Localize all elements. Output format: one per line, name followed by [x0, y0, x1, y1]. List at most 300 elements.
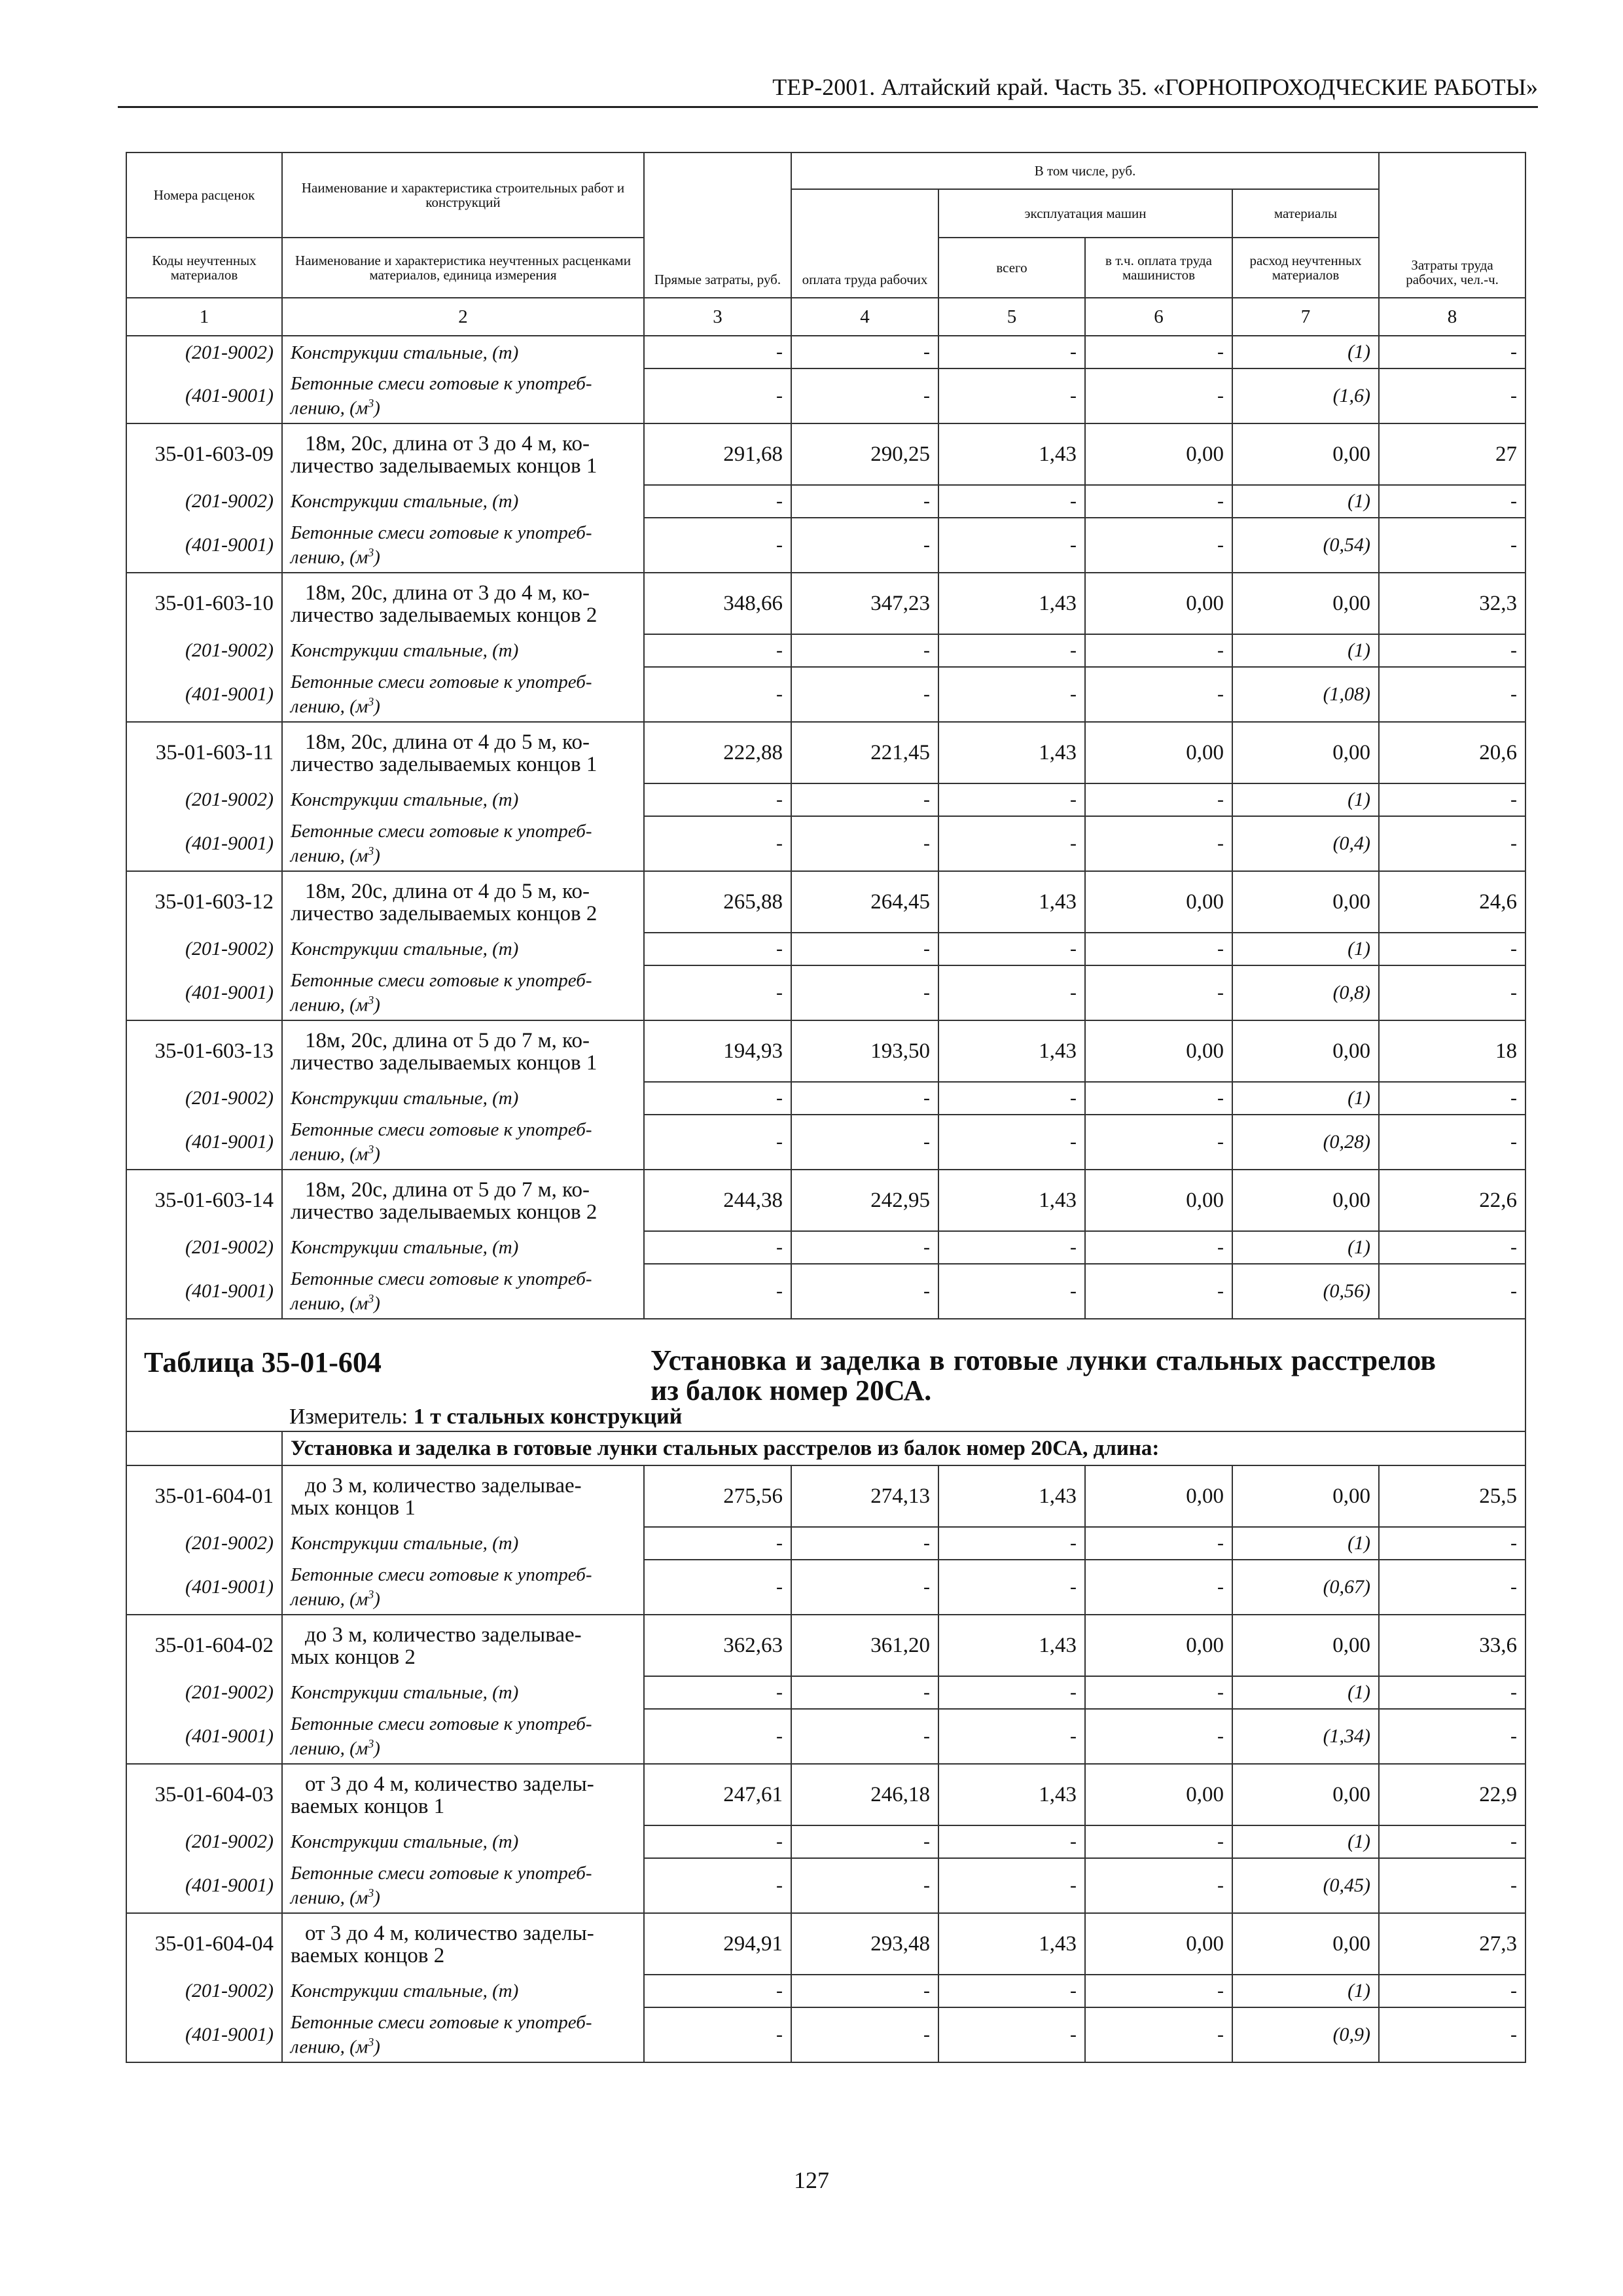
dash-cell: -: [791, 518, 938, 573]
labor-hours: 18: [1379, 1020, 1525, 1082]
dash-cell: -: [1085, 1709, 1232, 1764]
machinist-labor: 0,00: [1085, 423, 1232, 485]
rate-code: 35-01-604-04: [126, 1913, 282, 1975]
rate-description: [282, 1020, 644, 1082]
materials-cost: 0,00: [1232, 1020, 1379, 1082]
machinist-labor: 0,00: [1085, 1465, 1232, 1527]
dash-cell: -: [938, 368, 1085, 423]
dash-cell: -: [1085, 783, 1232, 816]
dash-cell: -: [938, 1231, 1085, 1264]
dash-cell: -: [1379, 1082, 1525, 1115]
material-code: (401-9001): [126, 368, 282, 423]
rate-desc-line1: до 3 м, количество заделывае-: [305, 1623, 582, 1647]
header-col2-top: Наименование и характеристика строительных работ и конструкций: [282, 152, 644, 238]
rate-description: [282, 722, 644, 783]
dash-cell: -: [1379, 783, 1525, 816]
table-title-cell: [126, 1319, 1525, 1431]
rate-code: 35-01-603-12: [126, 871, 282, 933]
rate-desc-line2: личество заделываемых концов 2: [291, 901, 597, 925]
dash-cell: -: [1379, 1975, 1525, 2007]
table-title-row: [126, 1319, 1525, 1431]
material-row: [126, 1858, 1525, 1913]
header-col2-bottom: Наименование и характеристика неучтенных расценками материалов, единица измерения: [282, 238, 644, 298]
material-name-line1: Бетонные смеси готовые к употреб-: [291, 1713, 592, 1734]
material-name: [282, 1560, 644, 1615]
material-code: (401-9001): [126, 1858, 282, 1913]
dash-cell: -: [1085, 1264, 1232, 1319]
dash-cell: -: [1085, 667, 1232, 722]
page-header: [118, 65, 1538, 108]
dash-cell: -: [938, 1264, 1085, 1319]
labor-cost: 264,45: [791, 871, 938, 933]
dash-cell: -: [1085, 1231, 1232, 1264]
dash-cell: -: [644, 783, 791, 816]
material-name-line1: Бетонные смеси готовые к употреб-: [291, 1564, 592, 1585]
material-name-line1: Бетонные смеси готовые к употреб-: [291, 969, 592, 991]
dash-cell: -: [791, 485, 938, 518]
machine-cost: 1,43: [938, 1913, 1085, 1975]
rate-desc-line1: 18м, 20с, длина от 5 до 7 м, ко-: [305, 1177, 590, 1202]
dash-cell: -: [1085, 1975, 1232, 2007]
rate-row: [126, 1465, 1525, 1527]
dash-cell: -: [791, 2007, 938, 2062]
dash-cell: -: [791, 1825, 938, 1858]
rate-row: [126, 722, 1525, 783]
machine-cost: 1,43: [938, 722, 1085, 783]
rate-row: [126, 1913, 1525, 1975]
machinist-labor: 0,00: [1085, 573, 1232, 634]
labor-cost: 290,25: [791, 423, 938, 485]
dash-cell: -: [1379, 336, 1525, 368]
dash-cell: -: [644, 1231, 791, 1264]
material-code: (401-9001): [126, 1115, 282, 1170]
unit-superscript: 3: [368, 1291, 374, 1305]
dash-cell: -: [1379, 518, 1525, 573]
dash-cell: -: [938, 1676, 1085, 1709]
material-code: (401-9001): [126, 1560, 282, 1615]
material-code: (201-9002): [126, 1527, 282, 1560]
header-col1-top: Номера расценок: [126, 152, 282, 238]
material-row: [126, 816, 1525, 871]
dash-cell: -: [1085, 485, 1232, 518]
material-qty: (1): [1232, 783, 1379, 816]
labor-hours: 24,6: [1379, 871, 1525, 933]
labor-cost: 242,95: [791, 1170, 938, 1231]
direct-cost: 222,88: [644, 722, 791, 783]
dash-cell: -: [791, 368, 938, 423]
rate-desc-line2: ваемых концов 1: [291, 1794, 445, 1818]
rate-code: 35-01-604-01: [126, 1465, 282, 1527]
material-qty: (1): [1232, 1231, 1379, 1264]
rate-code: 35-01-603-13: [126, 1020, 282, 1082]
material-row: [126, 1709, 1525, 1764]
header-including: В том числе, руб.: [791, 152, 1379, 189]
material-row: [126, 2007, 1525, 2062]
material-qty: (0,28): [1232, 1115, 1379, 1170]
rate-code: 35-01-603-09: [126, 423, 282, 485]
unit-superscript: 3: [368, 2035, 374, 2049]
rate-description: [282, 423, 644, 485]
table-body: [126, 152, 1525, 2062]
material-row: [126, 336, 1525, 368]
dash-cell: -: [791, 1858, 938, 1913]
unit-superscript: 3: [368, 396, 374, 410]
direct-cost: 275,56: [644, 1465, 791, 1527]
material-name-line2: лению, (м: [291, 1588, 368, 1610]
dash-cell: -: [644, 1709, 791, 1764]
dash-cell: -: [644, 485, 791, 518]
machinist-labor: 0,00: [1085, 1615, 1232, 1676]
material-row: [126, 368, 1525, 423]
direct-cost: 362,63: [644, 1615, 791, 1676]
materials-cost: 0,00: [1232, 573, 1379, 634]
machinist-labor: 0,00: [1085, 1020, 1232, 1082]
material-qty: (0,56): [1232, 1264, 1379, 1319]
material-qty: (1,08): [1232, 667, 1379, 722]
materials-cost: 0,00: [1232, 423, 1379, 485]
material-name-end: ): [374, 994, 380, 1016]
material-name-line1: Бетонные смеси готовые к употреб-: [291, 820, 592, 842]
header-col8: Затраты труда рабочих, чел.-ч.: [1379, 152, 1525, 298]
rate-code: 35-01-604-03: [126, 1764, 282, 1825]
dash-cell: -: [644, 1527, 791, 1560]
dash-cell: -: [1379, 1858, 1525, 1913]
dash-cell: -: [1085, 1115, 1232, 1170]
column-number: 8: [1379, 298, 1525, 336]
dash-cell: -: [1379, 1115, 1525, 1170]
material-name-end: ): [374, 2036, 380, 2058]
material-qty: (1): [1232, 336, 1379, 368]
material-name-line1: Бетонные смеси готовые к употреб-: [291, 671, 592, 692]
material-name-line2: лению, (м: [291, 1143, 368, 1165]
labor-hours: 27,3: [1379, 1913, 1525, 1975]
material-name-end: ): [374, 1738, 380, 1759]
material-qty: (1): [1232, 933, 1379, 965]
labor-cost: 221,45: [791, 722, 938, 783]
rate-row: [126, 1170, 1525, 1231]
rate-desc-line2: личество заделываемых концов 1: [291, 454, 597, 478]
material-code: (401-9001): [126, 667, 282, 722]
material-name-line1: Бетонные смеси готовые к употреб-: [291, 1862, 592, 1884]
dash-cell: -: [644, 933, 791, 965]
subtitle-empty: [126, 1431, 282, 1465]
dash-cell: -: [644, 368, 791, 423]
material-qty: (1): [1232, 634, 1379, 667]
material-code: (201-9002): [126, 783, 282, 816]
rate-desc-line1: 18м, 20с, длина от 5 до 7 м, ко-: [305, 1028, 590, 1052]
material-name: Конструкции стальные, (т): [282, 1082, 644, 1115]
dash-cell: -: [938, 783, 1085, 816]
rate-code: 35-01-603-14: [126, 1170, 282, 1231]
material-code: (401-9001): [126, 2007, 282, 2062]
rate-desc-line2: личество заделываемых концов 2: [291, 603, 597, 627]
material-row: [126, 634, 1525, 667]
material-name: Конструкции стальные, (т): [282, 1231, 644, 1264]
material-row: [126, 1825, 1525, 1858]
material-code: (201-9002): [126, 933, 282, 965]
material-name-line2: лению, (м: [291, 994, 368, 1016]
material-name-line1: Бетонные смеси готовые к употреб-: [291, 1119, 592, 1140]
dash-cell: -: [644, 1975, 791, 2007]
unit-superscript: 3: [368, 545, 374, 559]
machine-cost: 1,43: [938, 1170, 1085, 1231]
dash-cell: -: [1085, 634, 1232, 667]
dash-cell: -: [791, 1231, 938, 1264]
dash-cell: -: [1085, 965, 1232, 1020]
dash-cell: -: [644, 1115, 791, 1170]
material-qty: (1): [1232, 485, 1379, 518]
material-row: [126, 1264, 1525, 1319]
dash-cell: -: [1379, 667, 1525, 722]
machinist-labor: 0,00: [1085, 871, 1232, 933]
dash-cell: -: [644, 1560, 791, 1615]
material-row: [126, 783, 1525, 816]
rate-desc-line1: 18м, 20с, длина от 4 до 5 м, ко-: [305, 879, 590, 903]
material-code: (201-9002): [126, 485, 282, 518]
dash-cell: -: [791, 1975, 938, 2007]
column-number: 3: [644, 298, 791, 336]
rate-code: 35-01-603-11: [126, 722, 282, 783]
material-name: Конструкции стальные, (т): [282, 634, 644, 667]
dash-cell: -: [791, 1115, 938, 1170]
material-name: [282, 368, 644, 423]
header-col4: оплата труда рабочих: [791, 189, 938, 298]
rate-row: [126, 423, 1525, 485]
dash-cell: -: [644, 336, 791, 368]
machine-cost: 1,43: [938, 871, 1085, 933]
unit-superscript: 3: [368, 1736, 374, 1750]
dash-cell: -: [791, 933, 938, 965]
dash-cell: -: [1379, 1709, 1525, 1764]
material-row: [126, 667, 1525, 722]
dash-cell: -: [644, 1858, 791, 1913]
unit-superscript: 3: [368, 1587, 374, 1601]
material-name: [282, 2007, 644, 2062]
rates-table: [126, 152, 1526, 2063]
material-code: (401-9001): [126, 965, 282, 1020]
dash-cell: -: [938, 1975, 1085, 2007]
rate-desc-line2: мых концов 1: [291, 1496, 416, 1520]
dash-cell: -: [938, 1709, 1085, 1764]
rate-desc-line2: ваемых концов 2: [291, 1943, 445, 1967]
unit-superscript: 3: [368, 993, 374, 1007]
material-name-end: ): [374, 696, 380, 717]
material-name-line2: лению, (м: [291, 2036, 368, 2058]
material-name-line2: лению, (м: [291, 547, 368, 568]
dash-cell: -: [938, 1560, 1085, 1615]
dash-cell: -: [644, 667, 791, 722]
header-row-1: [126, 152, 1525, 189]
dash-cell: -: [644, 1264, 791, 1319]
material-qty: (0,9): [1232, 2007, 1379, 2062]
unit-superscript: 3: [368, 1142, 374, 1156]
rate-desc-line2: личество заделываемых концов 2: [291, 1200, 597, 1224]
dash-cell: -: [1379, 634, 1525, 667]
rate-description: [282, 573, 644, 634]
material-name: Конструкции стальные, (т): [282, 933, 644, 965]
direct-cost: 194,93: [644, 1020, 791, 1082]
material-name-line2: лению, (м: [291, 1293, 368, 1314]
material-name: [282, 1709, 644, 1764]
material-row: [126, 1231, 1525, 1264]
material-name: [282, 965, 644, 1020]
running-header: ТЕР-2001. Алтайский край. Часть 35. «ГОРНОПРОХОДЧЕСКИЕ РАБОТЫ»: [772, 74, 1538, 100]
material-qty: (1,6): [1232, 368, 1379, 423]
dash-cell: -: [791, 336, 938, 368]
material-name-line2: лению, (м: [291, 1738, 368, 1759]
labor-hours: 25,5: [1379, 1465, 1525, 1527]
material-code: (401-9001): [126, 1709, 282, 1764]
rate-code: 35-01-603-10: [126, 573, 282, 634]
dash-cell: -: [938, 1825, 1085, 1858]
page-number: 127: [794, 2167, 829, 2193]
materials-cost: 0,00: [1232, 722, 1379, 783]
header-col6: в т.ч. оплата труда машинистов: [1085, 238, 1232, 298]
material-row: [126, 1527, 1525, 1560]
rate-description: [282, 871, 644, 933]
material-code: (201-9002): [126, 1082, 282, 1115]
material-name: [282, 1264, 644, 1319]
header-machines: эксплуатация машин: [938, 189, 1232, 238]
dash-cell: -: [1085, 1082, 1232, 1115]
labor-hours: 22,6: [1379, 1170, 1525, 1231]
material-name: Конструкции стальные, (т): [282, 336, 644, 368]
dash-cell: -: [1379, 1264, 1525, 1319]
labor-cost: 293,48: [791, 1913, 938, 1975]
dash-cell: -: [791, 783, 938, 816]
unit-superscript: 3: [368, 844, 374, 857]
column-number: 1: [126, 298, 282, 336]
rate-description: [282, 1913, 644, 1975]
material-qty: (0,67): [1232, 1560, 1379, 1615]
material-code: (201-9002): [126, 1231, 282, 1264]
material-row: [126, 485, 1525, 518]
dash-cell: -: [644, 816, 791, 871]
machinist-labor: 0,00: [1085, 722, 1232, 783]
dash-cell: -: [791, 634, 938, 667]
material-name-end: ): [374, 1293, 380, 1314]
dash-cell: -: [1085, 2007, 1232, 2062]
dash-cell: -: [1085, 336, 1232, 368]
dash-cell: -: [1085, 1560, 1232, 1615]
rate-row: [126, 573, 1525, 634]
rate-desc-line1: от 3 до 4 м, количество заделы-: [305, 1921, 594, 1945]
column-number-row: [126, 298, 1525, 336]
dash-cell: -: [1085, 1825, 1232, 1858]
rate-row: [126, 1764, 1525, 1825]
rate-desc-line2: мых концов 2: [291, 1645, 416, 1669]
material-name-end: ): [374, 397, 380, 419]
material-row: [126, 965, 1525, 1020]
rate-desc-line1: от 3 до 4 м, количество заделы-: [305, 1772, 594, 1796]
dash-cell: -: [938, 336, 1085, 368]
dash-cell: -: [1379, 1527, 1525, 1560]
dash-cell: -: [938, 667, 1085, 722]
dash-cell: -: [1379, 1825, 1525, 1858]
material-name-end: ): [374, 1143, 380, 1165]
machine-cost: 1,43: [938, 573, 1085, 634]
material-name-end: ): [374, 1887, 380, 1909]
dash-cell: -: [644, 1082, 791, 1115]
material-row: [126, 1115, 1525, 1170]
direct-cost: 294,91: [644, 1913, 791, 1975]
dash-cell: -: [938, 816, 1085, 871]
unit-superscript: 3: [368, 694, 374, 708]
dash-cell: -: [938, 1527, 1085, 1560]
dash-cell: -: [791, 965, 938, 1020]
dash-cell: -: [1379, 368, 1525, 423]
material-qty: (0,4): [1232, 816, 1379, 871]
material-row: [126, 933, 1525, 965]
materials-cost: 0,00: [1232, 1913, 1379, 1975]
labor-cost: 274,13: [791, 1465, 938, 1527]
material-row: [126, 1975, 1525, 2007]
dash-cell: -: [644, 1676, 791, 1709]
rate-description: [282, 1615, 644, 1676]
dash-cell: -: [1085, 933, 1232, 965]
labor-cost: 347,23: [791, 573, 938, 634]
measure-value: 1 т стальных конструкций: [413, 1405, 683, 1429]
material-qty: (0,54): [1232, 518, 1379, 573]
rate-row: [126, 1020, 1525, 1082]
material-name: [282, 1858, 644, 1913]
labor-hours: 27: [1379, 423, 1525, 485]
dash-cell: -: [791, 1709, 938, 1764]
material-name: [282, 518, 644, 573]
material-code: (401-9001): [126, 816, 282, 871]
rate-row: [126, 1615, 1525, 1676]
labor-hours: 20,6: [1379, 722, 1525, 783]
direct-cost: 247,61: [644, 1764, 791, 1825]
dash-cell: -: [1379, 1560, 1525, 1615]
materials-cost: 0,00: [1232, 1170, 1379, 1231]
table-subtitle: Установка и заделка в готовые лунки стальных расстрелов из балок номер 20СА, длина:: [282, 1431, 1525, 1465]
rate-desc-line1: 18м, 20с, длина от 4 до 5 м, ко-: [305, 730, 590, 754]
material-name: Конструкции стальные, (т): [282, 1527, 644, 1560]
material-code: (201-9002): [126, 336, 282, 368]
dash-cell: -: [791, 1676, 938, 1709]
dash-cell: -: [1085, 518, 1232, 573]
rate-desc-line1: 18м, 20с, длина от 3 до 4 м, ко-: [305, 431, 590, 456]
material-name: [282, 816, 644, 871]
header-col5: всего: [938, 238, 1085, 298]
material-name: [282, 1115, 644, 1170]
dash-cell: -: [1379, 1676, 1525, 1709]
material-name-end: ): [374, 845, 380, 867]
column-number: 4: [791, 298, 938, 336]
material-name: [282, 667, 644, 722]
dash-cell: -: [644, 965, 791, 1020]
machine-cost: 1,43: [938, 1020, 1085, 1082]
dash-cell: -: [938, 518, 1085, 573]
material-name-end: ): [374, 547, 380, 568]
materials-cost: 0,00: [1232, 1764, 1379, 1825]
column-number: 6: [1085, 298, 1232, 336]
labor-hours: 33,6: [1379, 1615, 1525, 1676]
rate-description: [282, 1465, 644, 1527]
dash-cell: -: [1085, 816, 1232, 871]
material-name: Конструкции стальные, (т): [282, 1975, 644, 2007]
material-row: [126, 1560, 1525, 1615]
labor-cost: 246,18: [791, 1764, 938, 1825]
material-row: [126, 518, 1525, 573]
measure-label: Измеритель:: [289, 1405, 414, 1429]
material-name-end: ): [374, 1588, 380, 1610]
material-qty: (1,34): [1232, 1709, 1379, 1764]
material-qty: (1): [1232, 1975, 1379, 2007]
unit-superscript: 3: [368, 1886, 374, 1899]
dash-cell: -: [791, 816, 938, 871]
